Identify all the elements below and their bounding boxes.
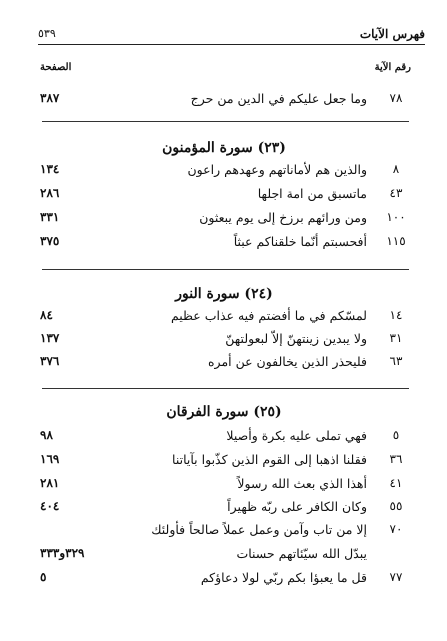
index-row [0,331,447,353]
index-row [0,186,447,208]
ayah-number: ٧٧ [389,570,403,584]
index-row [0,91,447,113]
verse-text: فهي تملى عليه بكرة وأصيلا [226,428,367,443]
verse-text: ولا يبدين زينتهنّ إلاّ لبعولتهنّ [225,331,367,346]
page-ref: ٣٨٧ [40,91,60,105]
page-ref: ٣٧٥ [40,234,60,248]
verse-text: أهذا الذي بعث الله رسولاً [237,476,367,491]
ayah-number: ٥ [392,428,400,442]
page-column-label: الصفحة [40,62,72,73]
page-ref [40,522,120,536]
verse-text: والذين هم لأماناتهم وعهدهم راعون [187,162,367,177]
index-row [0,499,447,521]
verse-text: لمسّكم في ما أفضتم فيه عذاب عظيم [170,308,367,323]
page-ref: ٢٨٦ [40,186,60,200]
ayah-column-label: رقم الآية [374,62,411,73]
index-row [0,476,447,498]
index-row [0,522,447,544]
page-ref: ٣٧٦ [40,354,60,368]
ayah-number: ٨ [392,162,400,176]
ayah-number: ٤٣ [389,186,403,200]
page-ref: ٤٠٤ [40,499,60,513]
page-ref: ٣٣١ [40,210,60,224]
running-header [38,26,425,45]
page-ref: ٣٢٩و٣٣٣ [40,546,85,560]
section-divider [42,388,409,389]
ayah-number: ٣١ [389,331,403,345]
index-row [0,428,447,450]
verse-text: فقلنا اذهبا إلى القوم الذين كذّبوا بآياتنا [172,452,367,467]
index-row [0,452,447,474]
index-row [0,234,447,256]
verse-text: إلا من تاب وآمن وعمل عملاً صالحاً فأولئك [151,522,367,537]
verse-text: وكان الكافر على ربّه ظهيراً [227,499,367,514]
ayah-number: ٧٠ [389,522,403,536]
index-row [0,308,447,330]
index-row [0,354,447,376]
page-ref: ٨٤ [40,308,53,322]
ayah-number: ١١٥ [386,234,406,248]
page-ref: ٢٨١ [40,476,60,490]
ayah-number: ٧٨ [389,91,403,105]
surah-heading: (٢٥) سورة الفرقان [166,404,282,420]
header-title: فهرس الآيات [359,27,425,41]
section-divider [42,121,409,122]
index-row [0,546,447,568]
verse-text: أفحسبتم أنّما خلقناكم عبثاً [233,234,367,249]
ayah-number: ٥٥ [389,499,403,513]
verse-text: قل ما يعبؤا بكم ربّي لولا دعاؤكم [200,570,367,585]
verse-text: ومن ورائهم برزخ إلى يوم يبعثون [199,210,367,225]
page-ref: ١٣٤ [40,162,60,176]
header-page-number: ٥٣٩ [38,27,56,40]
index-row [0,162,447,184]
ayah-number: ١٤ [389,308,403,322]
index-row [0,570,447,592]
ayah-number: ١٠٠ [386,210,406,224]
surah-heading: (٢٤) سورة النور [175,286,273,302]
ayah-number: ٦٣ [389,354,403,368]
surah-heading: (٢٣) سورة المؤمنون [162,140,286,156]
page-ref: ١٦٩ [40,452,60,466]
page-ref: ١٣٧ [40,331,60,345]
page-ref: ٥ [40,570,47,584]
page-ref: ٩٨ [40,428,53,442]
verse-text: ماتسبق من امة اجلها [257,186,367,201]
verse-text: فليحذر الذين يخالفون عن أمره [208,354,367,369]
section-divider [42,269,409,270]
ayah-number: ٣٦ [389,452,403,466]
index-row [0,210,447,232]
verse-text: يبدّل الله سيّئاتهم حسنات [236,546,367,561]
verse-text: وما جعل عليكم في الدين من حرج [190,91,367,106]
ayah-number: ٤١ [389,476,403,490]
